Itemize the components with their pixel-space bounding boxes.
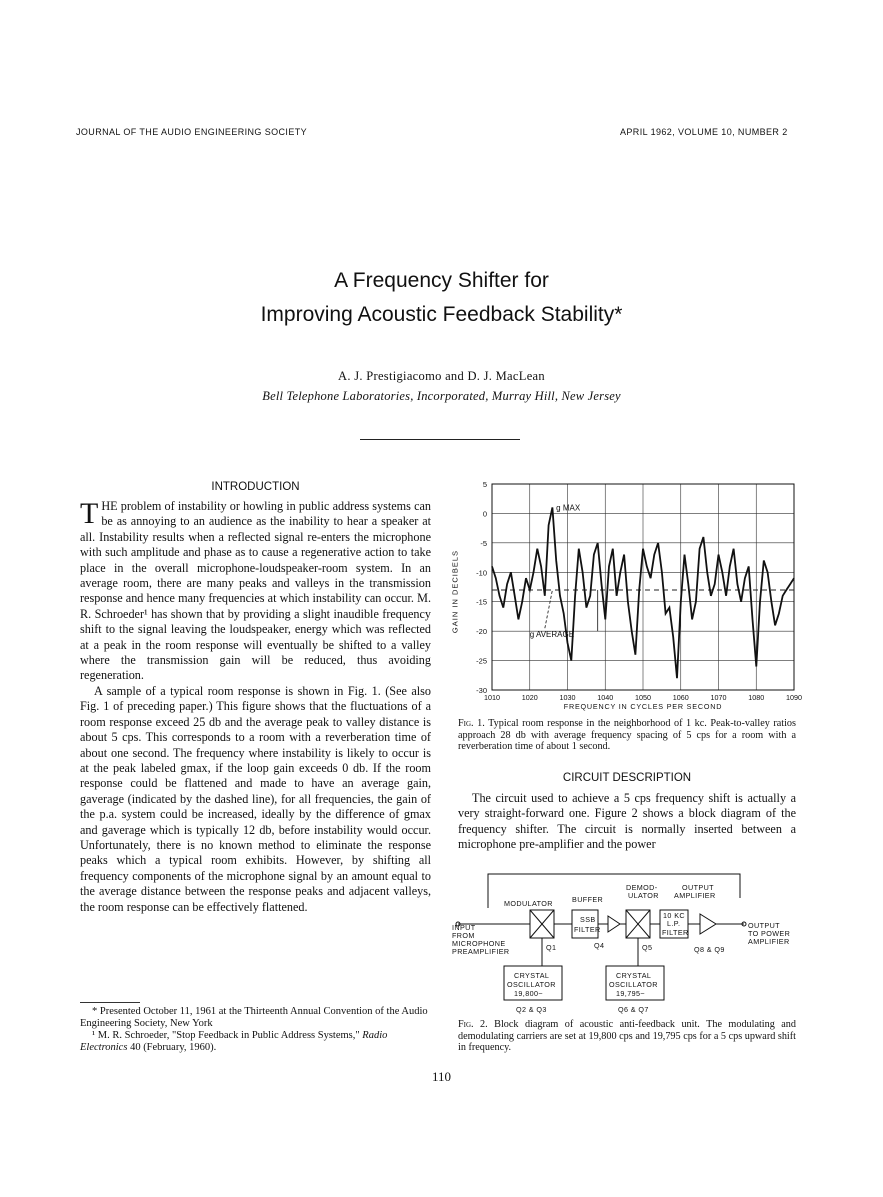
label-ssb-1: SSB: [580, 915, 596, 924]
figure-1-chart: [440, 476, 810, 716]
annotation-g-average-pointer: [545, 590, 553, 628]
authors: A. J. Prestigiacomo and D. J. MacLean: [338, 369, 545, 383]
buffer-amp-block: [608, 916, 620, 932]
circuit-paragraph-1: The circuit used to achieve a 5 cps frequency shift is actually a very straight-forward one. Figure 2 shows a block diagram of the frequency shifter. The circuit is normally inserted between a microphone pre-amplifier and the power: [458, 791, 796, 852]
x-tick-label: 1020: [521, 693, 538, 702]
y-tick-label: -10: [476, 568, 487, 578]
footnotes: [80, 1006, 431, 1054]
label-ssb-2: FILTER: [574, 925, 601, 934]
label-q8q9: Q8 & Q9: [694, 945, 725, 954]
label-osc1-2: OSCILLATOR: [507, 980, 556, 989]
label-osc2-1: CRYSTAL: [616, 971, 652, 980]
figure-2-caption: Fig. 2. Block diagram of acoustic anti-feedback unit. The modulating and demodulating carriers are set at 19,800 cps and 19,795 cps for a 5 cps upward shift in frequency.: [458, 1019, 796, 1053]
label-modulator: MODULATOR: [504, 899, 553, 908]
page-number: 110: [431, 1069, 452, 1084]
x-tick-label: 1080: [748, 693, 765, 702]
label-buffer: BUFFER: [572, 895, 604, 904]
footnote-2: ¹ M. R. Schroeder, "Stop Feedback in Public Address Systems," Radio Electronics 40 (February, 1960).: [80, 1030, 388, 1053]
label-lpf-3: FILTER: [662, 928, 689, 937]
label-osc2-3: 19,795~: [616, 989, 645, 998]
label-output-1: OUTPUT: [748, 921, 780, 930]
drop-cap: T: [80, 497, 99, 530]
y-tick-label: 5: [482, 480, 487, 489]
label-q1: Q1: [546, 943, 557, 952]
affiliation: Bell Telephone Laboratories, Incorporated, Murray Hill, New Jersey: [262, 389, 621, 403]
issue-header: APRIL 1962, VOLUME 10, NUMBER 2: [620, 127, 788, 137]
y-tick-label: -25: [476, 656, 487, 666]
x-tick-label: 1050: [635, 693, 651, 702]
label-lpf-2: L.P.: [667, 919, 681, 928]
intro-body: [80, 499, 431, 915]
label-output-3: AMPLIFIER: [748, 937, 790, 946]
footnote-rule: [80, 1002, 140, 1003]
x-tick-label: 1090: [786, 693, 802, 702]
chart-grid: [492, 484, 794, 690]
label-q5: Q5: [642, 943, 653, 952]
label-outamp-2: AMPLIFIER: [674, 891, 716, 900]
footnote-1: * Presented October 11, 1961 at the Thirteenth Annual Convention of the Audio Engineering Society, New York: [80, 1006, 428, 1029]
label-lpf-1: 10 KC: [663, 911, 685, 920]
label-demod-1: DEMOD-: [626, 883, 658, 892]
label-osc2-q: Q6 & Q7: [618, 1005, 649, 1014]
label-input-1: INPUT: [452, 923, 476, 932]
annotation-g-average: g AVERAGE: [529, 630, 575, 640]
label-input-2: FROM: [452, 931, 475, 940]
y-tick-label: 0: [482, 509, 487, 519]
y-axis-label: GAIN IN DECIBELS: [450, 549, 460, 634]
intro-paragraph-2: A sample of a typical room response is shown in Fig. 1. (See also Fig. 1 of preceding paper.) This figure shows that the fluctuations of a room response exceed 25 db and the average peak to valley distance is about 5 cps. This corresponds to a room with a reverberation time of about one second. The frequency where instability is likely to occur is at the peak labeled gmax, if the loop gain exceeds 0 db. If the room response could be flattened and made to have an average gain, gaverage (indicated by the dashed line), for all frequencies, the gain of the p.a. system could be increased, ideally by the difference of gmax and gaverage which is typically 12 db, before instability would occur. Unfortunately, there is no known method to eliminate the response peaks which a typical room exhibits. However, by shifting all frequency components of the microphone signal by an amount equal to the average distance between the response peaks and adjacent valleys, the room response can be effectively flattened.: [80, 683, 431, 914]
figure-2-block-diagram: [448, 868, 808, 1018]
label-osc1-q: Q2 & Q3: [516, 1005, 547, 1014]
y-tick-label: -20: [476, 627, 487, 637]
label-demod-2: ULATOR: [628, 891, 659, 900]
y-axis-label-box: [448, 539, 462, 649]
x-tick-label: 1040: [597, 693, 614, 702]
label-input-3: MICROPHONE: [452, 939, 506, 948]
y-tick-label: -5: [480, 538, 487, 548]
journal-header: JOURNAL OF THE AUDIO ENGINEERING SOCIETY: [76, 127, 308, 137]
x-tick-label: 1060: [672, 693, 689, 702]
x-tick-label: 1010: [484, 693, 500, 702]
figure-1-caption: Fig. 1. Typical room response in the neighborhood of 1 kc. Peak-to-valley ratios approach 28 db with average frequency spacing of 5 cps for a room with a reverberation time of about 1 second.: [458, 718, 796, 752]
intro-paragraph-1: THE problem of instability or howling in public address systems can be as annoying to an audience as the inability to hear a speaker at all. Instability results when a reflected signal re-enters the microphone with such amplitude and phase as to cause a regenerative action to take place in the overall microphone-loudspeaker-room system. In an average room, there are many peaks and valleys in the transmission response and hence many frequencies at which instability can occur. M. R. Schroeder¹ has shown that by providing a slight inaudible frequency shift to the signal leaving the loudspeaker, energy which was reflected at a peak in the room response will eventually be shifted to a valley where the transmission gain will be reduced, thus avoiding regeneration.: [80, 497, 431, 683]
label-q4: Q4: [594, 941, 605, 950]
label-output-2: TO POWER: [748, 929, 791, 938]
y-tick-label: -30: [476, 686, 487, 695]
annotation-g-max: g MAX: [556, 503, 581, 513]
circuit-heading: CIRCUIT DESCRIPTION: [562, 772, 692, 784]
label-input-4: PREAMPLIFIER: [452, 947, 510, 956]
label-osc2-2: OSCILLATOR: [609, 980, 658, 989]
label-outamp-1: OUTPUT: [682, 883, 714, 892]
x-tick-label: 1030: [559, 693, 576, 702]
x-tick-label: 1070: [710, 693, 727, 702]
title-rule: [360, 439, 520, 440]
paper-title-line1: A Frequency Shifter for: [334, 269, 549, 292]
x-axis-label: FREQUENCY IN CYCLES PER SECOND: [563, 702, 723, 711]
output-amp-block: [700, 914, 716, 934]
paper-title-line2: Improving Acoustic Feedback Stability*: [260, 303, 623, 326]
label-osc1-3: 19,800~: [514, 989, 543, 998]
intro-heading: INTRODUCTION: [211, 481, 300, 493]
circuit-body: [458, 791, 796, 853]
label-osc1-1: CRYSTAL: [514, 971, 550, 980]
y-tick-label: -15: [476, 597, 487, 607]
